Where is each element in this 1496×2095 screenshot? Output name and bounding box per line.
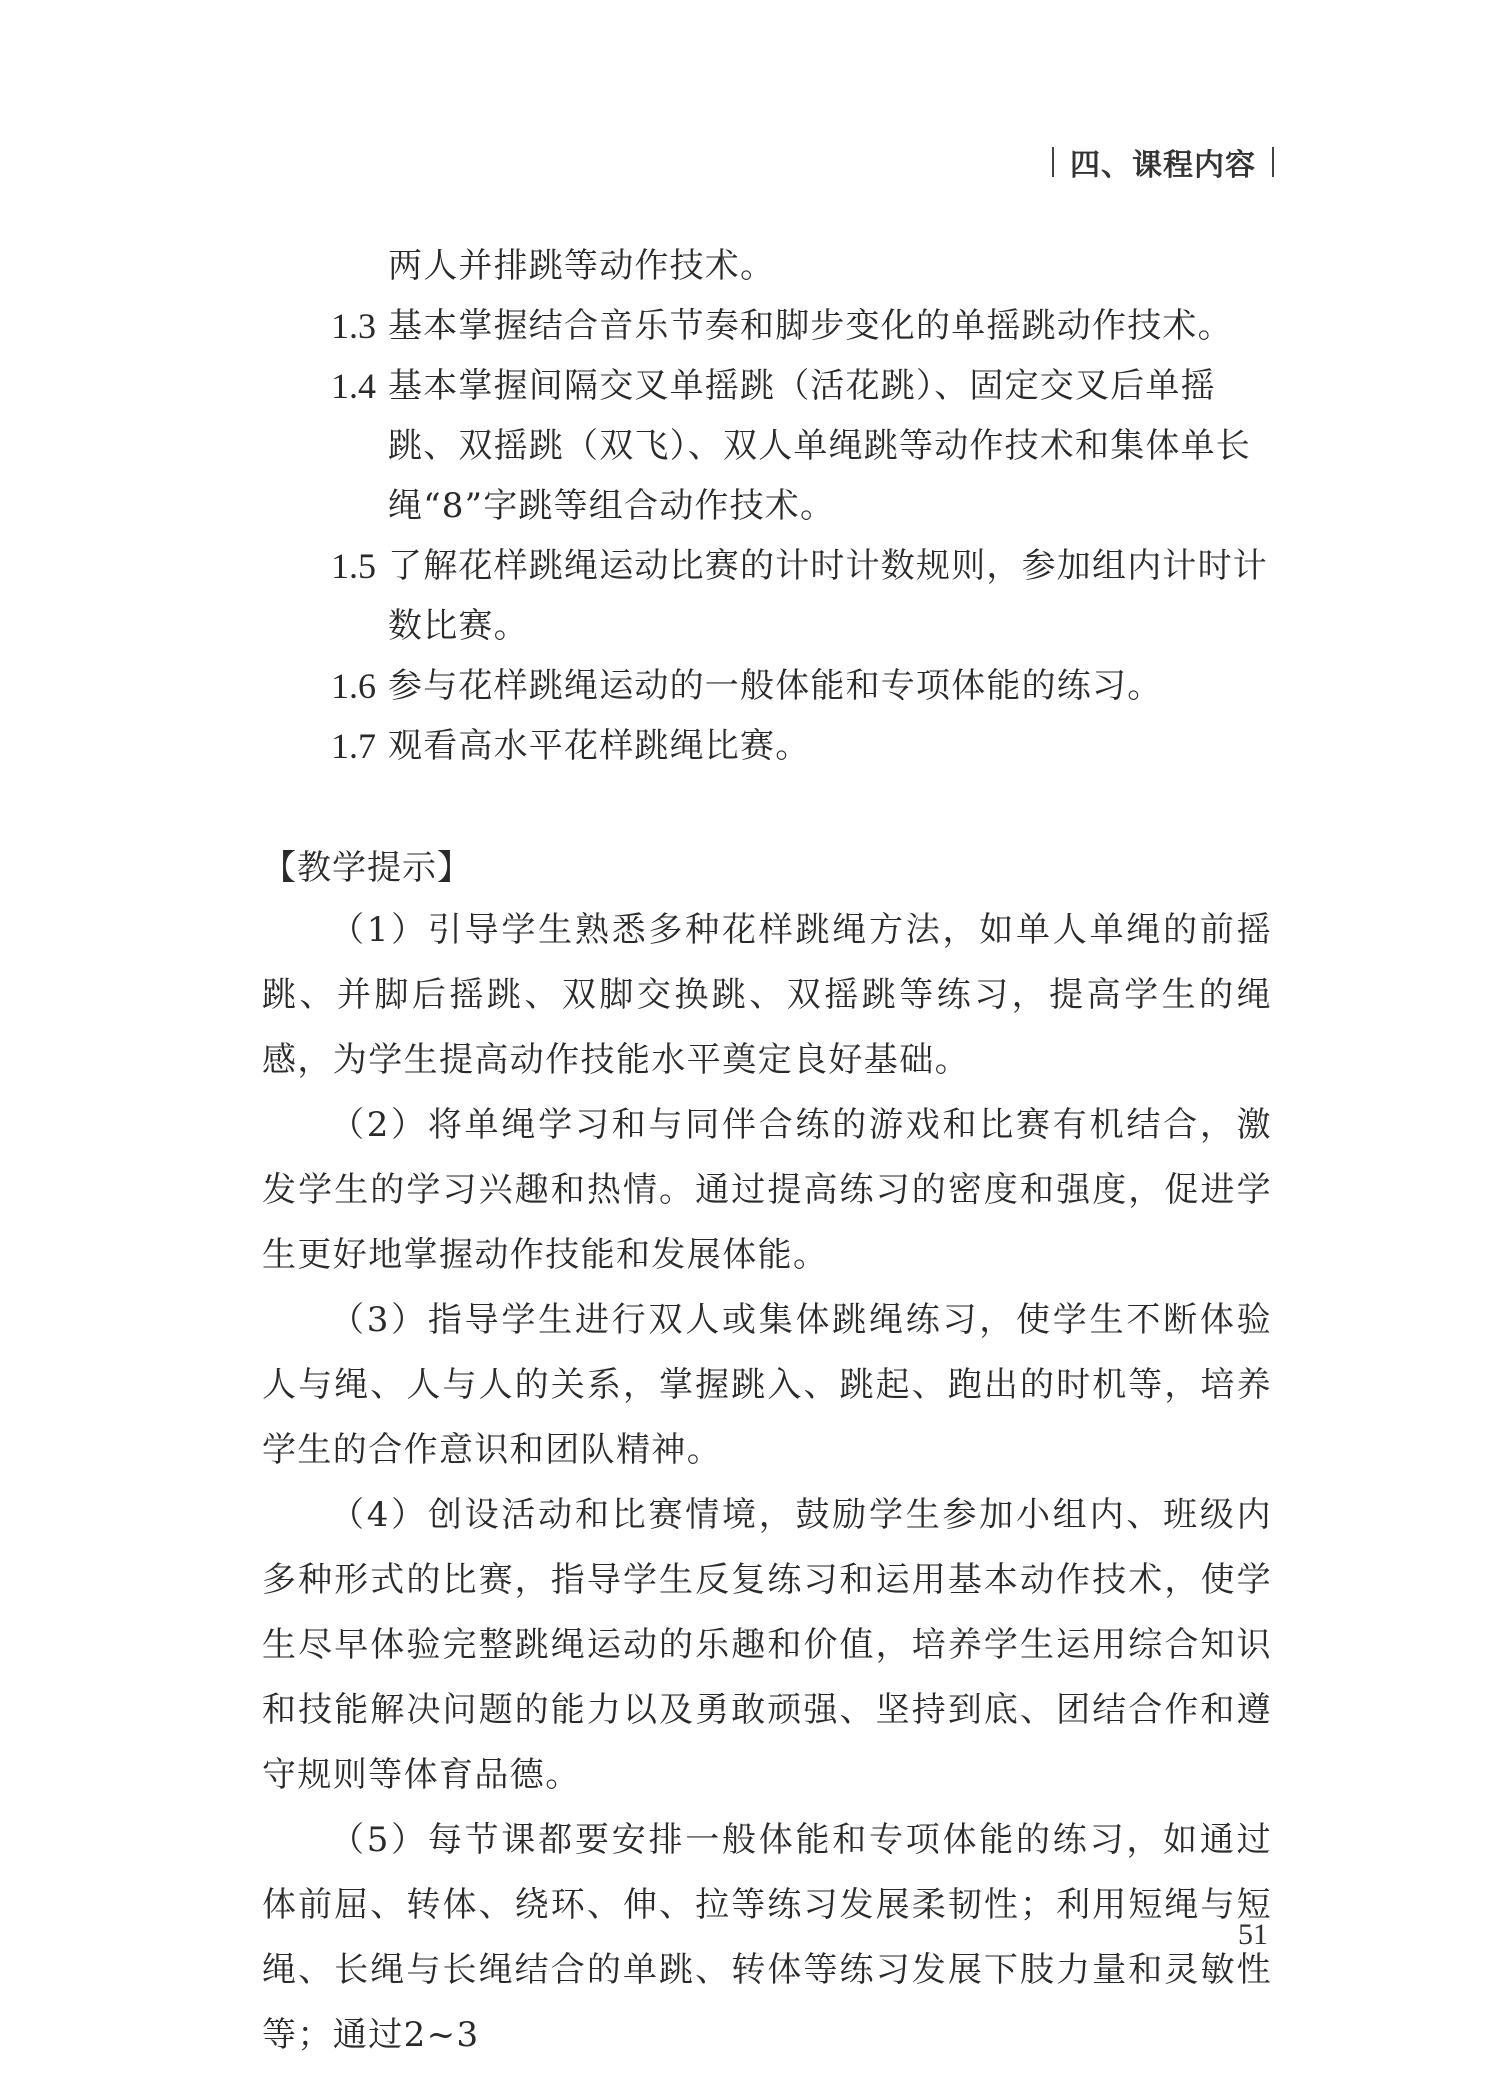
- list-number: 1.3: [331, 306, 376, 346]
- page-number: 51: [1238, 1918, 1268, 1951]
- list-item: [262, 716, 1272, 776]
- list-number: 1.4: [331, 366, 376, 406]
- list-item-text: 了解花样跳绳运动比赛的计时计数规则，参加组内计时计数比赛。: [388, 546, 1268, 646]
- teaching-paragraph: （1）引导学生熟悉多种花样跳绳方法，如单人单绳的前摇跳、并脚后摇跳、双脚交换跳、双摇跳等练习，提高学生的绳感，为学生提高动作技能水平奠定良好基础。: [262, 910, 1272, 1080]
- teaching-tips-title: 【教学提示】: [262, 848, 472, 888]
- list-number: 1.6: [331, 666, 376, 706]
- list-item-text: 基本掌握结合音乐节奏和脚步变化的单摇跳动作技术。: [388, 306, 1233, 346]
- list-item-continuation: [262, 236, 1272, 296]
- running-head: [1052, 140, 1274, 184]
- header-left-rule: [1052, 147, 1054, 177]
- section-heading: 四、课程内容: [1070, 148, 1256, 183]
- page-body: [262, 236, 1272, 2068]
- list-number: [262, 236, 388, 296]
- teaching-paragraph: （2）将单绳学习和与同伴合练的游戏和比赛有机结合，激发学生的学习兴趣和热情。通过提高练习的密度和强度，促进学生更好地掌握动作技能和发展体能。: [262, 1105, 1272, 1275]
- list-item-text: 参与花样跳绳运动的一般体能和专项体能的练习。: [388, 666, 1163, 706]
- list-item: [262, 656, 1272, 716]
- teaching-paragraph: （4）创设活动和比赛情境，鼓励学生参加小组内、班级内多种形式的比赛，指导学生反复练习和运用基本动作技术，使学生尽早体验完整跳绳运动的乐趣和价值，培养学生运用综合知识和技能解决问题的能力以及勇敢顽强、坚持到底、团结合作和遵守规则等体育品德。: [262, 1495, 1272, 1795]
- teaching-paragraph: （3）指导学生进行双人或集体跳绳练习，使学生不断体验人与绳、人与人的关系，掌握跳入、跳起、跑出的时机等，培养学生的合作意识和团队精神。: [262, 1300, 1272, 1470]
- teaching-paragraph: （5）每节课都要安排一般体能和专项体能的练习，如通过体前屈、转体、绕环、伸、拉等练习发展柔韧性；利用短绳与短绳、长绳与长绳结合的单跳、转体等练习发展下肢力量和灵敏性等；通过2~3: [262, 1820, 1272, 2055]
- list-item-text: 两人并排跳等动作技术。: [388, 246, 776, 286]
- list-item: [262, 296, 1272, 356]
- list-number: 1.5: [331, 546, 376, 586]
- list-item-text: 观看高水平花样跳绳比赛。: [388, 726, 811, 766]
- list-number: 1.7: [331, 726, 376, 766]
- list-item: [262, 536, 1272, 656]
- header-right-rule: [1272, 147, 1274, 177]
- list-item: [262, 356, 1272, 536]
- list-item-text: 基本掌握间隔交叉单摇跳（活花跳）、固定交叉后单摇跳、双摇跳（双飞）、双人单绳跳等动作技术和集体单长绳“8”字跳等组合动作技术。: [388, 366, 1251, 526]
